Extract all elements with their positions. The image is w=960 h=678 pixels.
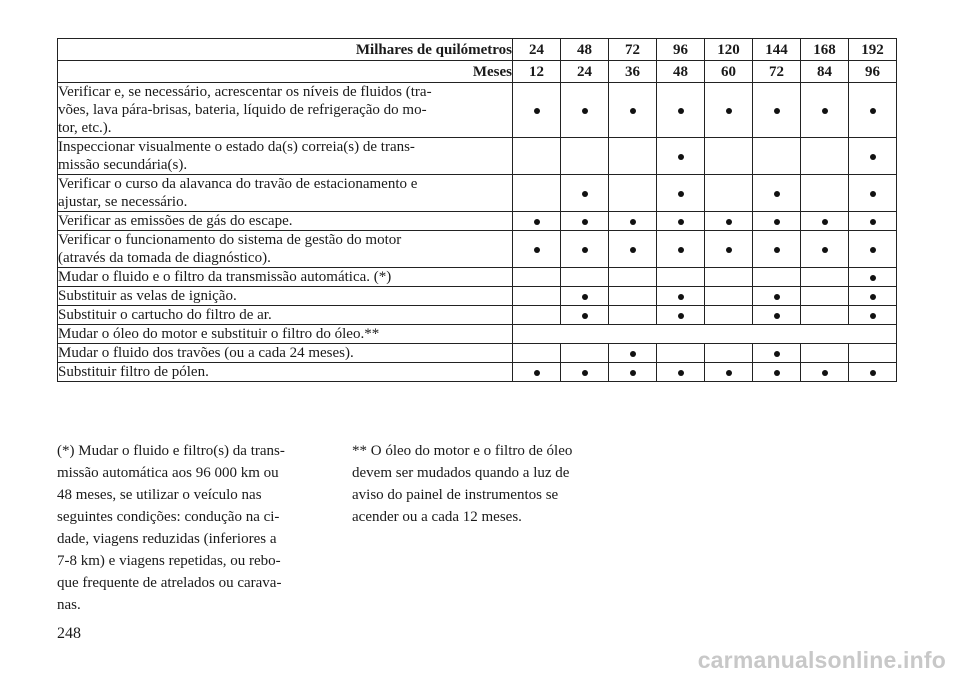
- interval-cell: [513, 83, 561, 138]
- service-required-dot: [774, 313, 780, 319]
- service-required-dot: [726, 219, 732, 225]
- interval-cell: [705, 306, 753, 325]
- service-required-dot: [534, 219, 540, 225]
- interval-cell: [849, 268, 897, 287]
- service-required-dot: [774, 219, 780, 225]
- interval-cell: [753, 268, 801, 287]
- header-row-kilometers: [58, 39, 897, 61]
- service-required-dot: [870, 275, 876, 281]
- text-line: Mudar o óleo do motor e substituir o filtro do óleo.**: [58, 326, 380, 342]
- interval-cell: [513, 344, 561, 363]
- text-line: ** O óleo do motor e o filtro de óleo: [352, 443, 573, 459]
- text-line: dade, viagens reduzidas (inferiores a: [57, 531, 277, 547]
- task-description: [58, 231, 513, 268]
- interval-cell: [609, 231, 657, 268]
- month-interval-12: 12: [513, 61, 561, 83]
- month-interval-84: 84: [801, 61, 849, 83]
- interval-cell: [801, 344, 849, 363]
- interval-cell: [849, 363, 897, 382]
- interval-cell: [705, 175, 753, 212]
- maintenance-schedule-table: [57, 38, 897, 382]
- text-line: aviso do painel de instrumentos se: [352, 487, 559, 503]
- service-required-dot: [534, 247, 540, 253]
- interval-cell: [753, 212, 801, 231]
- interval-cell: [801, 287, 849, 306]
- service-required-dot: [582, 370, 588, 376]
- text-line: Verificar o curso da alavanca do travão de estacionamento e: [58, 176, 418, 192]
- months-header-label: Meses: [58, 61, 513, 83]
- interval-cell: [513, 212, 561, 231]
- interval-cell: [657, 231, 705, 268]
- km-interval-168: 168: [801, 39, 849, 61]
- task-description: [58, 212, 513, 231]
- text-line: missão secundária(s).: [58, 157, 188, 173]
- interval-cell: [849, 175, 897, 212]
- service-required-dot: [534, 108, 540, 114]
- header-row-months: [58, 61, 897, 83]
- interval-cell: [849, 212, 897, 231]
- text-line: seguintes condições: condução na ci-: [57, 509, 280, 525]
- interval-cell: [561, 306, 609, 325]
- interval-cell: [705, 363, 753, 382]
- service-required-dot: [774, 247, 780, 253]
- service-required-dot: [582, 247, 588, 253]
- interval-cell: [801, 268, 849, 287]
- service-required-dot: [870, 191, 876, 197]
- interval-cell: [753, 306, 801, 325]
- km-interval-72: 72: [609, 39, 657, 61]
- month-interval-48: 48: [657, 61, 705, 83]
- interval-cell: [849, 287, 897, 306]
- service-required-dot: [870, 313, 876, 319]
- table-row: [58, 344, 897, 363]
- interval-cell: [705, 268, 753, 287]
- interval-cell: [561, 212, 609, 231]
- interval-cell: [753, 287, 801, 306]
- table-row: [58, 306, 897, 325]
- interval-cell: [657, 306, 705, 325]
- interval-cell: [609, 175, 657, 212]
- service-required-dot: [630, 370, 636, 376]
- interval-cell: [753, 138, 801, 175]
- service-required-dot: [870, 108, 876, 114]
- text-line: tor, etc.).: [58, 120, 112, 136]
- service-required-dot: [870, 247, 876, 253]
- month-interval-96: 96: [849, 61, 897, 83]
- text-line: (*) Mudar o fluido e filtro(s) da trans-: [57, 443, 285, 459]
- interval-cell: [753, 83, 801, 138]
- interval-cell: [561, 287, 609, 306]
- task-description: [58, 268, 513, 287]
- service-required-dot: [630, 351, 636, 357]
- text-line: (através da tomada de diagnóstico).: [58, 250, 271, 266]
- km-interval-120: 120: [705, 39, 753, 61]
- service-required-dot: [678, 313, 684, 319]
- service-required-dot: [822, 370, 828, 376]
- interval-cell: [609, 287, 657, 306]
- interval-cell: [801, 83, 849, 138]
- interval-cell: [705, 83, 753, 138]
- service-required-dot: [870, 219, 876, 225]
- interval-cell: [657, 344, 705, 363]
- interval-cell: [657, 175, 705, 212]
- interval-cell: [753, 363, 801, 382]
- interval-cell: [561, 175, 609, 212]
- service-required-dot: [726, 370, 732, 376]
- service-required-dot: [582, 294, 588, 300]
- text-line: nas.: [57, 597, 81, 613]
- text-line: Substituir filtro de pólen.: [58, 364, 209, 380]
- text-line: acender ou a cada 12 meses.: [352, 509, 522, 525]
- interval-cell: [657, 83, 705, 138]
- table-row: [58, 138, 897, 175]
- interval-cell: [513, 138, 561, 175]
- interval-cell: [801, 212, 849, 231]
- maintenance-table-body: [58, 83, 897, 382]
- interval-cell: [609, 138, 657, 175]
- text-line: Mudar o fluido e o filtro da transmissão automática. (*): [58, 269, 392, 285]
- km-interval-144: 144: [753, 39, 801, 61]
- month-interval-24: 24: [561, 61, 609, 83]
- page-number: 248: [57, 625, 81, 642]
- interval-cell: [513, 363, 561, 382]
- service-required-dot: [582, 219, 588, 225]
- footnote-oil: [352, 440, 604, 528]
- service-required-dot: [678, 219, 684, 225]
- text-line: vões, lava pára-brisas, bateria, líquido de refrigeração do mo-: [58, 102, 427, 118]
- task-description: [58, 325, 513, 344]
- interval-cell: [657, 212, 705, 231]
- interval-cell: [753, 344, 801, 363]
- km-interval-48: 48: [561, 39, 609, 61]
- service-required-dot: [678, 294, 684, 300]
- task-description: [58, 344, 513, 363]
- service-required-dot: [774, 351, 780, 357]
- service-required-dot: [678, 154, 684, 160]
- text-line: Mudar o fluido dos travões (ou a cada 24 meses).: [58, 345, 354, 361]
- service-required-dot: [774, 370, 780, 376]
- merged-interval-cell: [513, 325, 897, 344]
- interval-cell: [513, 287, 561, 306]
- interval-cell: [705, 212, 753, 231]
- interval-cell: [753, 175, 801, 212]
- service-required-dot: [774, 108, 780, 114]
- interval-cell: [609, 363, 657, 382]
- task-description: [58, 287, 513, 306]
- interval-cell: [561, 231, 609, 268]
- service-required-dot: [534, 370, 540, 376]
- interval-cell: [609, 83, 657, 138]
- text-line: missão automática aos 96 000 km ou: [57, 465, 279, 481]
- interval-cell: [801, 138, 849, 175]
- interval-cell: [513, 231, 561, 268]
- interval-cell: [561, 83, 609, 138]
- interval-cell: [561, 344, 609, 363]
- text-line: 48 meses, se utilizar o veículo nas: [57, 487, 262, 503]
- interval-cell: [801, 306, 849, 325]
- interval-cell: [561, 363, 609, 382]
- service-required-dot: [678, 370, 684, 376]
- service-required-dot: [630, 247, 636, 253]
- service-required-dot: [630, 219, 636, 225]
- km-interval-192: 192: [849, 39, 897, 61]
- interval-cell: [561, 138, 609, 175]
- kilometers-header-label: Milhares de quilómetros: [58, 39, 513, 61]
- month-interval-36: 36: [609, 61, 657, 83]
- interval-cell: [801, 231, 849, 268]
- text-line: Verificar as emissões de gás do escape.: [58, 213, 293, 229]
- interval-cell: [849, 231, 897, 268]
- service-required-dot: [870, 154, 876, 160]
- table-row: [58, 83, 897, 138]
- service-required-dot: [822, 219, 828, 225]
- interval-cell: [849, 306, 897, 325]
- text-line: 7-8 km) e viagens repetidas, ou rebo-: [57, 553, 281, 569]
- interval-cell: [849, 83, 897, 138]
- text-line: Inspeccionar visualmente o estado da(s) correia(s) de trans-: [58, 139, 415, 155]
- service-required-dot: [678, 108, 684, 114]
- service-required-dot: [822, 247, 828, 253]
- interval-cell: [801, 175, 849, 212]
- text-line: Verificar o funcionamento do sistema de gestão do motor: [58, 232, 402, 248]
- interval-cell: [609, 344, 657, 363]
- task-description: [58, 363, 513, 382]
- service-required-dot: [870, 370, 876, 376]
- service-required-dot: [582, 108, 588, 114]
- text-line: que frequente de atrelados ou carava-: [57, 575, 282, 591]
- service-required-dot: [678, 247, 684, 253]
- interval-cell: [801, 363, 849, 382]
- task-description: [58, 83, 513, 138]
- interval-cell: [705, 231, 753, 268]
- interval-cell: [609, 212, 657, 231]
- table-row: [58, 268, 897, 287]
- interval-cell: [513, 306, 561, 325]
- service-required-dot: [678, 191, 684, 197]
- table-row: [58, 287, 897, 306]
- table-row: [58, 363, 897, 382]
- month-interval-60: 60: [705, 61, 753, 83]
- text-line: ajustar, se necessário.: [58, 194, 188, 210]
- table-row: [58, 231, 897, 268]
- text-line: Substituir o cartucho do filtro de ar.: [58, 307, 272, 323]
- interval-cell: [513, 175, 561, 212]
- interval-cell: [657, 138, 705, 175]
- service-required-dot: [774, 294, 780, 300]
- text-line: devem ser mudados quando a luz de: [352, 465, 570, 481]
- task-description: [58, 138, 513, 175]
- interval-cell: [513, 268, 561, 287]
- km-interval-24: 24: [513, 39, 561, 61]
- interval-cell: [753, 231, 801, 268]
- service-required-dot: [726, 108, 732, 114]
- interval-cell: [609, 268, 657, 287]
- table-row: [58, 325, 897, 344]
- interval-cell: [705, 138, 753, 175]
- interval-cell: [849, 138, 897, 175]
- service-required-dot: [582, 313, 588, 319]
- service-required-dot: [630, 108, 636, 114]
- interval-cell: [657, 268, 705, 287]
- watermark-logo: carmanualsonline.info: [697, 647, 946, 673]
- interval-cell: [705, 287, 753, 306]
- service-required-dot: [774, 191, 780, 197]
- table-row: [58, 175, 897, 212]
- interval-cell: [657, 363, 705, 382]
- interval-cell: [609, 306, 657, 325]
- service-required-dot: [582, 191, 588, 197]
- month-interval-72: 72: [753, 61, 801, 83]
- service-required-dot: [726, 247, 732, 253]
- service-required-dot: [870, 294, 876, 300]
- text-line: Verificar e, se necessário, acrescentar os níveis de fluidos (tra-: [58, 84, 432, 100]
- interval-cell: [657, 287, 705, 306]
- interval-cell: [561, 268, 609, 287]
- table-row: [58, 212, 897, 231]
- service-required-dot: [822, 108, 828, 114]
- km-interval-96: 96: [657, 39, 705, 61]
- text-line: Substituir as velas de ignição.: [58, 288, 237, 304]
- task-description: [58, 175, 513, 212]
- interval-cell: [849, 344, 897, 363]
- interval-cell: [705, 344, 753, 363]
- task-description: [58, 306, 513, 325]
- footnote-transmission: [57, 440, 311, 616]
